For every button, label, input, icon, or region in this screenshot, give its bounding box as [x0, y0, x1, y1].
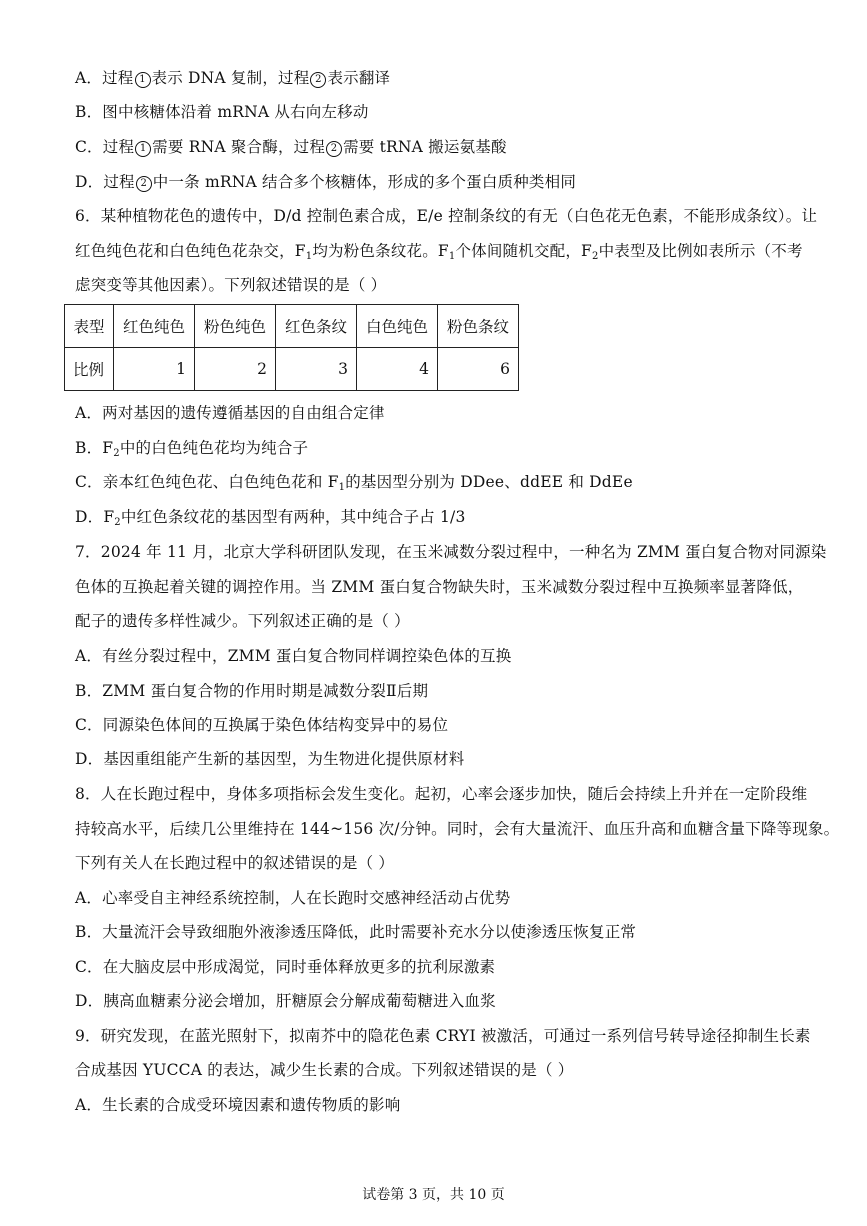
q8-stem-line-1: 8．人在长跑过程中，身体多项指标会发生变化。起初，心率会逐步加快，随后会持续上升并在一定阶段维	[75, 785, 808, 803]
text: 均为粉色条纹花。F	[312, 242, 449, 260]
table-header-cell: 粉色纯色	[195, 305, 276, 348]
text: 中红色条纹花的基因型有两种，其中纯合子占 1/3	[120, 508, 466, 526]
q8-option-d: D．胰高血糖素分泌会增加，肝糖原会分解成葡萄糖进入血浆	[75, 992, 496, 1010]
subscript: 1	[338, 482, 346, 493]
q8-option-a: A．心率受自主神经系统控制，人在长跑时交感神经活动占优势	[75, 889, 511, 907]
circled-number-2: 2	[136, 176, 152, 192]
q9-option-a: A．生长素的合成受环境因素和遗传物质的影响	[75, 1096, 401, 1114]
subscript: 2	[114, 517, 121, 528]
table-header-cell: 粉色条纹	[438, 305, 519, 348]
q6-option-c	[75, 471, 633, 493]
circled-number-2: 2	[310, 72, 326, 88]
subscript: 2	[113, 448, 120, 459]
q7-stem-line-1: 7．2024 年 11 月，北京大学科研团队发现，在玉米减数分裂过程中，一种名为 ZMM 蛋白复合物对同源染	[75, 543, 827, 561]
table-cell: 3	[276, 348, 357, 391]
text: A．过程	[75, 69, 134, 87]
q5-option-c	[75, 136, 507, 158]
text: 表示翻译	[327, 69, 391, 87]
q8-option-b: B．大量流汗会导致细胞外液渗透压降低，此时需要补充水分以使渗透压恢复正常	[75, 923, 637, 941]
q5-option-a	[75, 67, 390, 89]
text: 表示 DNA 复制，过程	[151, 69, 310, 87]
circled-number-2: 2	[326, 141, 342, 157]
table-row-label: 比例	[65, 348, 114, 391]
table-header-row	[65, 305, 519, 348]
q8-option-c: C．在大脑皮层中形成渴觉，同时垂体释放更多的抗利尿激素	[75, 958, 496, 976]
q6-stem-line-3: 虑突变等其他因素）。下列叙述错误的是（ ）	[75, 276, 387, 294]
subscript: 1	[448, 251, 456, 262]
text: D．F	[75, 508, 115, 526]
q6-option-a: A．两对基因的遗传遵循基因的自由组合定律	[75, 404, 385, 422]
q5-option-d	[75, 171, 576, 193]
text: 个体间随机交配，F	[455, 242, 593, 260]
table-cell: 2	[195, 348, 276, 391]
circled-number-1: 1	[135, 72, 151, 88]
text: 需要 RNA 聚合酶，过程	[152, 138, 326, 156]
page-footer: 试卷第 3 页，共 10 页	[362, 1187, 505, 1203]
table-header-cell: 红色条纹	[276, 305, 357, 348]
q6-option-d	[75, 506, 466, 528]
text: 需要 tRNA 搬运氨基酸	[343, 138, 507, 156]
q6-option-b	[75, 437, 308, 459]
table-cell: 1	[114, 348, 195, 391]
text: B．F	[75, 439, 114, 457]
table-row	[65, 348, 519, 391]
subscript: 1	[305, 251, 313, 262]
q7-option-c: C．同源染色体间的互换属于染色体结构变异中的易位	[75, 716, 449, 734]
table-header-cell: 红色纯色	[114, 305, 195, 348]
table-cell: 4	[357, 348, 438, 391]
text: 中的白色纯色花均为纯合子	[119, 439, 309, 457]
q8-stem-line-3: 下列有关人在长跑过程中的叙述错误的是（ ）	[75, 854, 395, 872]
phenotype-ratio-table	[64, 304, 519, 391]
q7-stem-line-3: 配子的遗传多样性减少。下列叙述正确的是（ ）	[75, 612, 410, 630]
table-header-cell: 白色纯色	[357, 305, 438, 348]
q6-stem-line-1: 6．某种植物花色的遗传中，D/d 控制色素合成，E/e 控制条纹的有无（白色花无色素，不能形成条纹）。让	[75, 207, 818, 225]
q9-stem-line-2: 合成基因 YUCCA 的表达，减少生长素的合成。下列叙述错误的是（ ）	[75, 1061, 574, 1079]
q9-stem-line-1: 9．研究发现，在蓝光照射下，拟南芥中的隐花色素 CRYI 被激活，可通过一系列信号转导途径抑制生长素	[75, 1027, 811, 1045]
text: 红色纯色花和白色纯色花杂交，F	[75, 242, 306, 260]
circled-number-1: 1	[135, 141, 151, 157]
q6-stem-line-2	[75, 240, 803, 262]
text: C．亲本红色纯色花、白色纯色花和 F	[75, 473, 339, 491]
text: D．过程	[75, 173, 135, 191]
subscript: 2	[592, 251, 599, 262]
text: 中表型及比例如表所示（不考	[598, 242, 803, 260]
q7-option-a: A．有丝分裂过程中，ZMM 蛋白复合物同样调控染色体的互换	[75, 647, 512, 665]
q7-stem-line-2: 色体的互换起着关键的调控作用。当 ZMM 蛋白复合物缺失时，玉米减数分裂过程中互换频率显著降低，	[75, 578, 804, 596]
table-cell: 6	[438, 348, 519, 391]
q7-option-d: D．基因重组能产生新的基因型，为生物进化提供原材料	[75, 750, 465, 768]
text: 的基因型分别为 DDee、ddEE 和 DdEe	[345, 473, 633, 491]
q8-stem-line-2: 持较高水平，后续几公里维持在 144~156 次/分钟。同时，会有大量流汗、血压升高和血糖含量下降等现象。	[75, 820, 840, 838]
text: 中一条 mRNA 结合多个核糖体，形成的多个蛋白质种类相同	[152, 173, 577, 191]
q7-option-b: B．ZMM 蛋白复合物的作用时期是减数分裂Ⅱ后期	[75, 682, 429, 700]
table-header-cell: 表型	[65, 305, 114, 348]
q5-option-b: B．图中核糖体沿着 mRNA 从右向左移动	[75, 103, 369, 121]
text: C．过程	[75, 138, 135, 156]
